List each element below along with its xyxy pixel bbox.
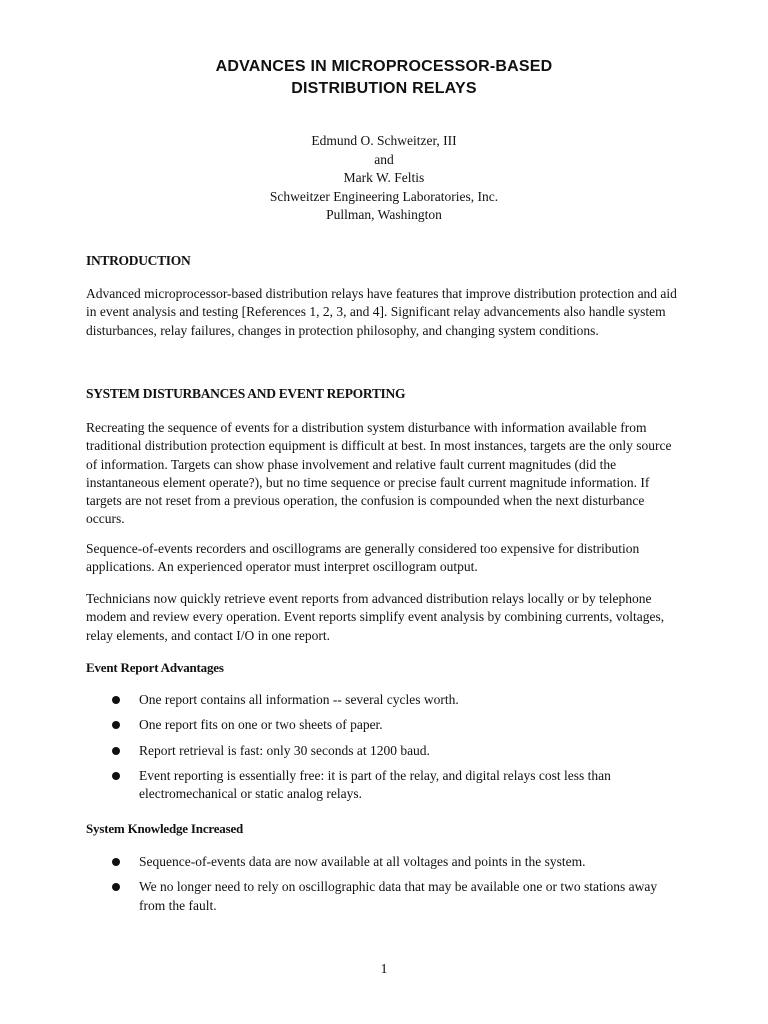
title-line-2: DISTRIBUTION RELAYS: [291, 80, 477, 97]
introduction-paragraph: Advanced microprocessor-based distribution relays have features that improve distribution protection and aid in event analysis and testing [References 1, 2, 3, and 4]. Significant relay advancements also handle system disturbances, relay failures, changes in protection philosophy, and changing system conditions.: [86, 286, 677, 338]
list-item-text: We no longer need to rely on oscillographic data that may be available one or two stations away from the fault.: [139, 879, 658, 913]
list-item-text: Event reporting is essentially free: it is part of the relay, and digital relays cost less than electromechanical or static analog relays.: [139, 767, 611, 802]
author-block: [0, 132, 768, 225]
bullet-icon: [112, 696, 120, 704]
bullet-icon: [112, 858, 120, 866]
disturbances-paragraph-3: Technicians now quickly retrieve event reports from advanced distribution relays locally or by telephone modem and review every operation. Event reports simplify event analysis by combining currents, voltages, relay elements, and contact I/O in one report.: [86, 591, 665, 643]
list-item: [112, 691, 672, 709]
bullet-icon: [112, 772, 120, 780]
list-item: [112, 767, 672, 804]
disturbances-paragraph-1: Recreating the sequence of events for a distribution system disturbance with information available from traditional distribution protection equipment is difficult at best. In most instances, targets are the only source of information. Targets can show phase involvement and relative fault current magnitudes (did the instantaneous element operate?), but no time sequence or precise fault current magnitude information. If targets are not reset from a previous operation, the confusion is compounded when the next disturbance occurs.: [86, 420, 672, 527]
document-title: [0, 56, 768, 100]
disturbances-paragraph-2: Sequence-of-events recorders and oscillograms are generally considered too expensive for distribution applications. An experienced operator must interpret oscillogram output.: [86, 541, 640, 575]
introduction-heading: INTRODUCTION: [86, 253, 191, 268]
event-report-advantages-list: [112, 691, 672, 810]
list-item-text: Sequence-of-events data are now available at all voltages and points in the system.: [139, 854, 586, 869]
affiliation-line: Schweitzer Engineering Laboratories, Inc.: [269, 188, 499, 204]
system-knowledge-heading: System Knowledge Increased: [86, 821, 244, 836]
bullet-icon: [112, 721, 120, 729]
list-item-text: Report retrieval is fast: only 30 seconds at 1200 baud.: [139, 742, 430, 758]
page-number: 1: [380, 962, 388, 977]
list-item-text: One report contains all information -- several cycles worth.: [139, 692, 459, 707]
list-item: [112, 716, 672, 734]
list-item: [112, 878, 672, 915]
author-line-2: and: [374, 151, 394, 167]
list-item: [112, 853, 672, 871]
bullet-icon: [112, 747, 120, 755]
author-line-3: Mark W. Feltis: [343, 170, 425, 185]
location-line: Pullman, Washington: [326, 207, 442, 222]
system-knowledge-list: [112, 853, 672, 922]
title-line-1: ADVANCES IN MICROPROCESSOR-BASED: [215, 58, 553, 75]
author-line-1: Edmund O. Schweitzer, III: [311, 133, 457, 148]
event-report-advantages-heading: Event Report Advantages: [86, 660, 224, 675]
system-disturbances-heading: SYSTEM DISTURBANCES AND EVENT REPORTING: [86, 386, 406, 401]
list-item: [112, 742, 672, 760]
bullet-icon: [112, 883, 120, 891]
list-item-text: One report fits on one or two sheets of paper.: [139, 717, 383, 733]
